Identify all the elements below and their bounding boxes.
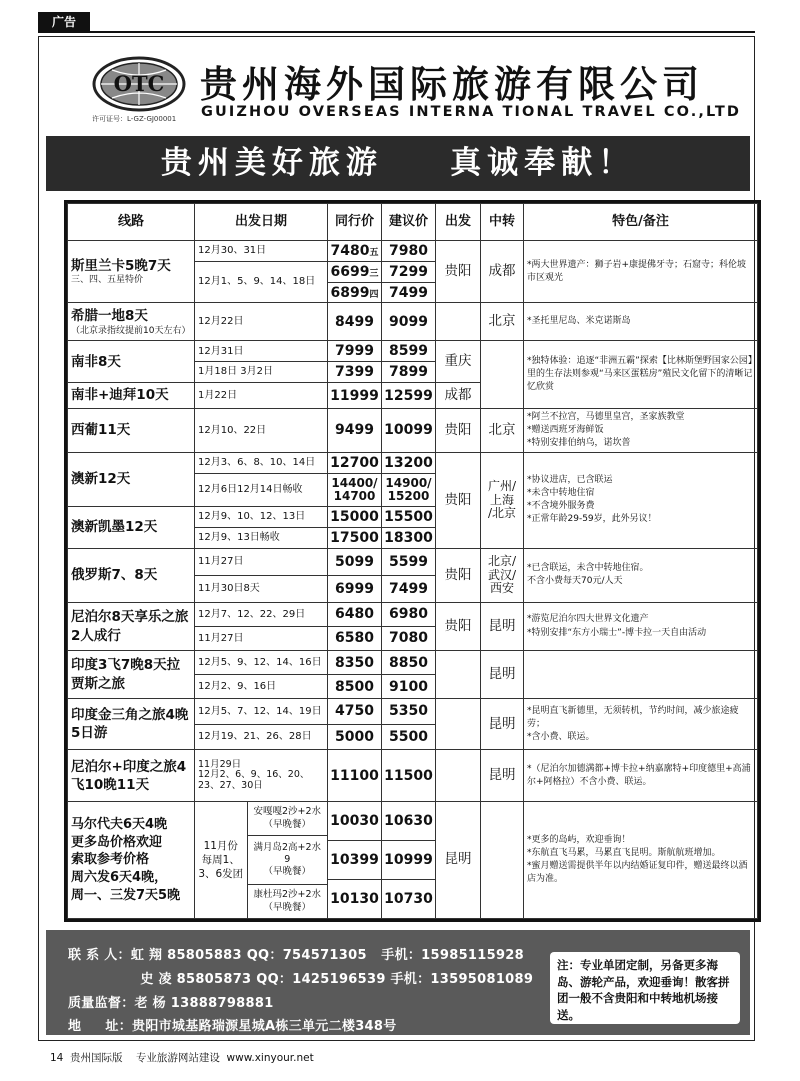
suggested-price: 9100 (382, 675, 436, 699)
suggested-price: 7299 (382, 261, 436, 282)
transit-city: 北京/ 武汉/ 西安 (481, 548, 524, 602)
suggested-price: 9099 (382, 303, 436, 341)
transit-city: 广州/ 上海 /北京 (481, 453, 524, 549)
suggested-price: 10999 (382, 841, 436, 880)
depart-city (436, 303, 481, 341)
suggested-price: 8850 (382, 651, 436, 675)
peer-price: 6480 (328, 602, 382, 626)
depart-city: 贵阳 (436, 548, 481, 602)
suggested-price: 7080 (382, 627, 436, 651)
table-row (68, 802, 758, 841)
date-cell: 12月22日 (195, 303, 328, 341)
ad-tag: 广告 (38, 12, 90, 33)
depart-city (436, 699, 481, 750)
table-row (68, 341, 758, 362)
suggested-price: 10630 (382, 802, 436, 841)
slogan-banner: 贵州美好旅游 真诚奉献！ (46, 136, 750, 191)
peer-price: 6999 (328, 575, 382, 602)
address: 地 址：贵阳市城基路瑞源星城A栋三单元二楼348号 (68, 1019, 397, 1034)
date-cell: 12月6日12月14日畅收 (195, 473, 328, 506)
suggested-price: 15500 (382, 507, 436, 528)
depart-city: 贵阳 (436, 453, 481, 549)
date-cell: 11月27日 (195, 627, 328, 651)
route-south-africa: 南非8天 (68, 341, 195, 383)
company-name-en: GUIZHOU OVERSEAS INTERNA TIONAL TRAVEL CO.,LTD (201, 104, 742, 120)
transit-city: 昆明 (481, 750, 524, 802)
peer-price: 7399 (328, 362, 382, 383)
peer-price: 11999 (328, 383, 382, 409)
date-cell: 11月27日 (195, 548, 328, 575)
peer-price: 4750 (328, 699, 382, 725)
table-row (68, 750, 758, 802)
suggested-price: 7899 (382, 362, 436, 383)
table-row (68, 409, 758, 453)
suggested-price: 8599 (382, 341, 436, 362)
maldives-schedule: 11月份 每周1、 3、6发团 (195, 802, 247, 918)
table-row (68, 602, 758, 626)
date-cell: 11月29日 12月2、6、9、16、20、 23、27、30日 (195, 750, 328, 802)
col-header-transit: 中转 (481, 204, 524, 241)
date-cell: 12月3、6、8、10、14日 (195, 453, 328, 474)
peer-price: 17500 (328, 528, 382, 549)
notes-cell: *更多的岛屿，欢迎垂询！ *东航直飞马累，马累直飞昆明。斯航航班增加。 *蜜月赠送需提供半年以内结婚证复印件，赠送最终以酒店为准。 (524, 802, 758, 919)
peer-price: 12700 (328, 453, 382, 474)
suggested-price: 5599 (382, 548, 436, 575)
logo-text: OTC (113, 71, 165, 96)
col-header-route: 线路 (68, 204, 195, 241)
depart-city: 贵阳 (436, 602, 481, 650)
peer-price: 8500 (328, 675, 382, 699)
date-cell: 12月9、10、12、13日 (195, 507, 328, 528)
route-india: 印度3飞7晚8天拉贾斯之旅 (68, 651, 195, 699)
date-cell: 1月18日 3月2日 (195, 362, 328, 383)
notes-cell (524, 651, 758, 699)
notes-cell: *协议进店，已含联运 *未含中转地住宿 *不含境外服务费 *正常年龄29-59岁，此外另议！ (524, 453, 758, 549)
company-logo-icon (92, 56, 186, 112)
depart-city (436, 651, 481, 699)
suggested-price: 7499 (382, 575, 436, 602)
peer-price: 6699三 (328, 261, 382, 282)
transit-city: 北京 (481, 409, 524, 453)
peer-price: 9499 (328, 409, 382, 453)
suggested-price: 6980 (382, 602, 436, 626)
peer-price: 10399 (328, 841, 382, 880)
peer-price: 6580 (328, 627, 382, 651)
date-cell: 12月31日 (195, 341, 328, 362)
table-header-row (68, 204, 758, 241)
route-greece: 希腊一地8天 （北京录指纹提前10天左右） (68, 303, 195, 341)
suggested-price: 11500 (382, 750, 436, 802)
header-rule (90, 31, 755, 33)
peer-price: 11100 (328, 750, 382, 802)
peer-price: 8350 (328, 651, 382, 675)
contact-line-2: 史 凌 85805873 QQ：1425196539 手机：13595081089 (68, 972, 534, 987)
peer-price: 14400/ 14700 (328, 473, 382, 506)
notes-cell: *独特体验：追逐“非洲五霸”探索【比林斯堡野国家公园】里的生存法则参观“马来区蛋糕房”殖民文化留下的清晰记忆欣赏 (524, 341, 758, 409)
table-row (68, 453, 758, 474)
suggested-price: 10730 (382, 879, 436, 918)
date-cell: 12月5、9、12、14、16日 (195, 651, 328, 675)
route-australia-nz-cairns: 澳新凯墨12天 (68, 507, 195, 549)
company-name-cn: 贵州海外国际旅游有限公司 (200, 63, 704, 106)
maldives-package: 满月岛2高+2水9 （早晚餐） (248, 836, 328, 885)
peer-price: 5099 (328, 548, 382, 575)
table-row (68, 548, 758, 575)
contact-line-1: 联 系 人：虹 翔 85805883 QQ：754571305 手机：15985115928 (68, 948, 524, 963)
page-footer: 14 贵州国际版 专业旅游网站建设 www.xinyour.net (50, 1052, 314, 1064)
col-header-notes: 特色/备注 (524, 204, 758, 241)
date-cell: 12月7、12、22、29日 (195, 602, 328, 626)
peer-price: 6899四 (328, 282, 382, 303)
transit-city: 成都 (481, 241, 524, 303)
route-russia: 俄罗斯7、8天 (68, 548, 195, 602)
depart-city: 昆明 (436, 802, 481, 919)
peer-price: 10130 (328, 879, 382, 918)
transit-city: 昆明 (481, 651, 524, 699)
peer-price: 15000 (328, 507, 382, 528)
depart-city (436, 750, 481, 802)
col-header-peer-price: 同行价 (328, 204, 382, 241)
peer-price: 5000 (328, 724, 382, 750)
peer-price: 10030 (328, 802, 382, 841)
suggested-price: 13200 (382, 453, 436, 474)
date-cell: 12月1、5、9、14、18日 (195, 261, 328, 303)
suggested-price: 7499 (382, 282, 436, 303)
suggested-price: 5500 (382, 724, 436, 750)
table-row (68, 241, 758, 262)
route-srilanka: 斯里兰卡5晚7天 三、四、五星特价 (68, 241, 195, 303)
suggested-price: 14900/ 15200 (382, 473, 436, 506)
suggested-price: 18300 (382, 528, 436, 549)
notes-cell: *阿兰不拉宫，马德里皇宫，圣家族教堂 *赠送西班牙海鲜饭 *特别安排伯纳乌，诺坎普 (524, 409, 758, 453)
transit-city (481, 802, 524, 919)
quality-supervisor: 质量监督：老 杨 13888798881 (68, 996, 274, 1011)
peer-price: 7480五 (328, 241, 382, 262)
route-nepal-india: 尼泊尔+印度之旅4飞10晚11天 (68, 750, 195, 802)
notes-cell: *游览尼泊尔四大世界文化遗产 *特别安排“东方小瑞士”-博卡拉一天自由活动 (524, 602, 758, 650)
date-cell: 12月10、22日 (195, 409, 328, 453)
route-australia-nz: 澳新12天 (68, 453, 195, 507)
contact-note: 注：专业单团定制，另备更多海岛、游轮产品，欢迎垂询！散客拼团一般不含贵阳和中转地机场接送。 (550, 952, 740, 1024)
depart-city: 成都 (436, 383, 481, 409)
notes-cell: *已含联运，未含中转地住宿。 不含小费每天70元/人天 (524, 548, 758, 602)
suggested-price: 5350 (382, 699, 436, 725)
transit-city: 北京 (481, 303, 524, 341)
depart-city: 重庆 (436, 341, 481, 383)
notes-cell: *两大世界遗产：狮子岩+康提佛牙寺；石窟寺；科伦坡市区观光 (524, 241, 758, 303)
maldives-package: 安嘎嘎2沙+2水 （早晚餐） (248, 802, 328, 835)
depart-city: 贵阳 (436, 409, 481, 453)
table-row (68, 651, 758, 675)
route-spain-portugal: 西葡11天 (68, 409, 195, 453)
date-cell: 1月22日 (195, 383, 328, 409)
route-maldives: 马尔代夫6天4晚 更多岛价格欢迎 索取参考价格 周六发6天4晚， 周一、三发7天5晚 (68, 802, 195, 919)
table-row (68, 303, 758, 341)
table-row (68, 699, 758, 725)
notes-cell: *昆明直飞新德里，无须转机，节约时间，减少旅途疲劳； *含小费、联运。 (524, 699, 758, 750)
date-cell: 12月30、31日 (195, 241, 328, 262)
license-number: 许可证号：L-GZ-GJ00001 (92, 115, 177, 123)
suggested-price: 12599 (382, 383, 436, 409)
maldives-date-block (195, 802, 328, 919)
transit-city (481, 341, 524, 409)
route-south-africa-dubai: 南非+迪拜10天 (68, 383, 195, 409)
suggested-price: 10099 (382, 409, 436, 453)
col-header-depart: 出发 (436, 204, 481, 241)
transit-city: 昆明 (481, 699, 524, 750)
depart-city: 贵阳 (436, 241, 481, 303)
col-header-date: 出发日期 (195, 204, 328, 241)
col-header-suggested-price: 建议价 (382, 204, 436, 241)
notes-cell: *（尼泊尔加德满都+博卡拉+纳嘉廓特+印度德里+高浦尔+阿格拉）不含小费、联运。 (524, 750, 758, 802)
date-cell: 12月9、13日畅收 (195, 528, 328, 549)
peer-price: 7999 (328, 341, 382, 362)
maldives-package: 康杜玛2沙+2水 （早晚餐） (253, 889, 322, 913)
transit-city: 昆明 (481, 602, 524, 650)
date-cell: 11月30日8天 (195, 575, 328, 602)
suggested-price: 7980 (382, 241, 436, 262)
date-cell: 12月19、21、26、28日 (195, 724, 328, 750)
date-cell: 12月2、9、16日 (195, 675, 328, 699)
route-nepal: 尼泊尔8天享乐之旅2人成行 (68, 602, 195, 650)
date-cell: 12月5、7、12、14、19日 (195, 699, 328, 725)
tour-price-table (64, 200, 761, 922)
notes-cell: *圣托里尼岛、米克诺斯岛 (524, 303, 758, 341)
peer-price: 8499 (328, 303, 382, 341)
route-india-golden-triangle: 印度金三角之旅4晚5日游 (68, 699, 195, 750)
